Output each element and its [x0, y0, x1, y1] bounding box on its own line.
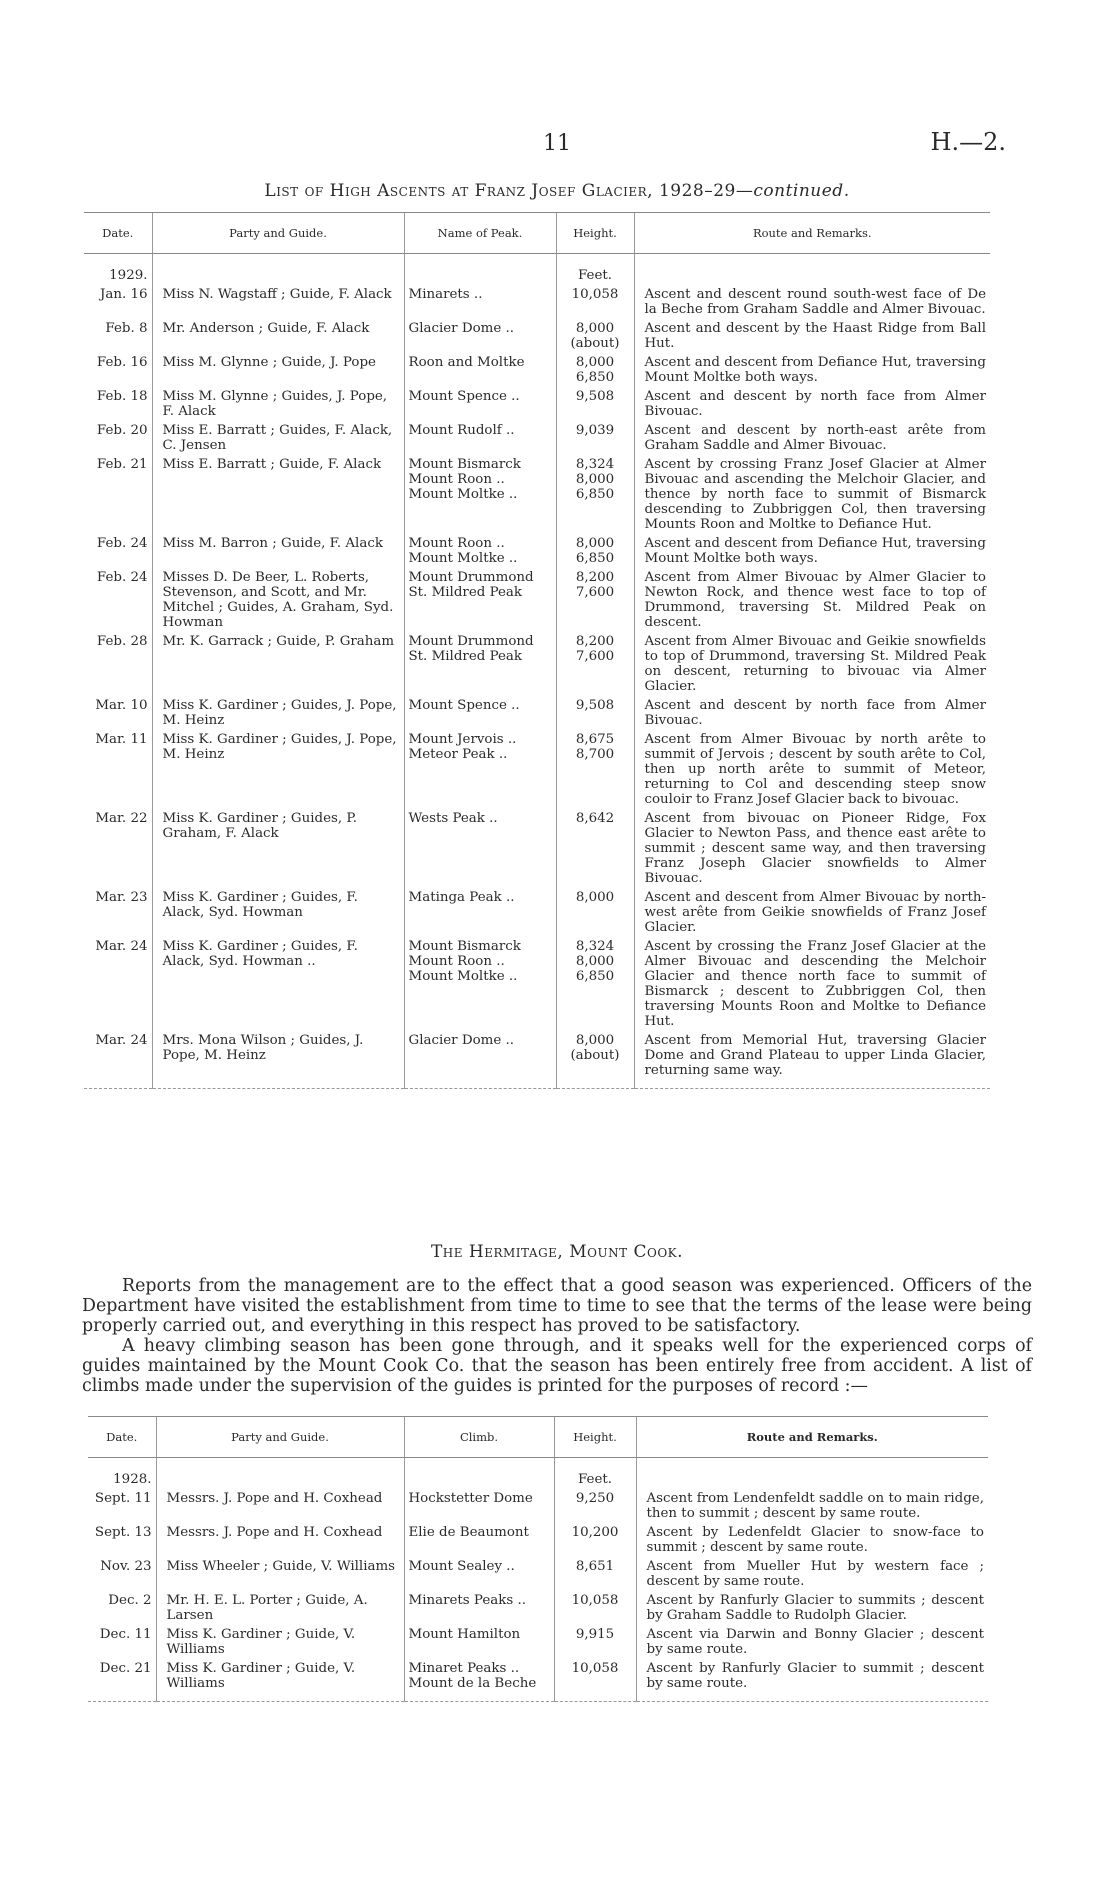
header-party: Party and Guide.	[152, 213, 404, 254]
ascents-table	[84, 212, 990, 1089]
climb-cell: Minarets Peaks ..	[404, 1593, 554, 1627]
route-cell: Ascent from Almer Bivouac and Geikie snowfields to top of Drummond, traversing St. Mildred Peak on descent, returning to bivouac via Almer Glacier.	[634, 634, 990, 698]
height-cell: 10,200	[554, 1525, 636, 1559]
party-cell: Mr. K. Garrack ; Guide, P. Graham	[152, 634, 404, 698]
climb-cell: Hockstetter Dome	[404, 1491, 554, 1525]
peak-cell: Roon and Moltke	[404, 355, 556, 389]
height-cell: 10,058	[556, 287, 634, 321]
height-cell: 8,324 8,000 6,850	[556, 939, 634, 1033]
route-cell: Ascent via Darwin and Bonny Glacier ; descent by same route.	[636, 1627, 988, 1661]
header-height: Height.	[556, 213, 634, 254]
route-cell: Ascent and descent round south-west face of De la Beche from Graham Saddle and Almer Bivouac.	[634, 287, 990, 321]
date-cell: Nov. 23	[100, 1559, 152, 1574]
date-cell: Feb. 21	[96, 457, 148, 472]
height-cell: 8,200 7,600	[556, 570, 634, 634]
table-row	[84, 389, 990, 423]
route-cell: Ascent and descent by north face from Almer Bivouac.	[634, 698, 990, 732]
table1-header-row	[84, 213, 990, 254]
table-row	[84, 287, 990, 321]
table-row	[84, 634, 990, 698]
party-cell: Mr. H. E. L. Porter ; Guide, A. Larsen	[156, 1593, 404, 1627]
table-row	[84, 732, 990, 811]
peak-cell: Mount Bismarck Mount Roon .. Mount Moltke ..	[404, 457, 556, 536]
route-cell: Ascent and descent from Defiance Hut, traversing Mount Moltke both ways.	[634, 536, 990, 570]
route-cell: Ascent from Memorial Hut, traversing Glacier Dome and Grand Plateau to upper Linda Glacier, returning same way.	[634, 1033, 990, 1089]
party-cell: Miss K. Gardiner ; Guide, V. Williams	[156, 1661, 404, 1702]
date-cell: Feb. 24	[96, 536, 148, 551]
year-row	[88, 1458, 988, 1492]
peak-cell: Mount Spence ..	[404, 698, 556, 732]
date-cell: Mar. 24	[84, 1033, 152, 1089]
table1-title-suffix: continued.	[753, 181, 850, 201]
party-cell: Miss K. Gardiner ; Guides, J. Pope, M. Heinz	[152, 732, 404, 811]
date-cell: Mar. 24	[95, 939, 148, 954]
table2-header-row	[88, 1417, 988, 1458]
table-row	[84, 890, 990, 939]
peak-cell: Minarets ..	[404, 287, 556, 321]
header-climb: Climb.	[404, 1417, 554, 1458]
header-route: Route and Remarks.	[636, 1417, 988, 1458]
height-cell: 8,675 8,700	[556, 732, 634, 811]
header-route: Route and Remarks.	[634, 213, 990, 254]
table1-title: List of High Ascents at Franz Josef Glacier, 1928–29—continued.	[264, 181, 850, 201]
date-cell: Feb. 18	[96, 389, 148, 404]
table-row	[84, 321, 990, 355]
height-cell: 8,000 6,850	[556, 536, 634, 570]
table-row	[84, 423, 990, 457]
party-cell: Miss K. Gardiner ; Guides, F. Alack, Syd. Howman ..	[152, 939, 404, 1033]
party-cell: Miss E. Barratt ; Guide, F. Alack	[152, 457, 404, 536]
peak-cell: Mount Rudolf ..	[404, 423, 556, 457]
peak-cell: Wests Peak ..	[404, 811, 556, 890]
party-cell: Miss K. Gardiner ; Guides, P. Graham, F. Alack	[152, 811, 404, 890]
party-cell: Miss M. Glynne ; Guides, J. Pope, F. Alack	[152, 389, 404, 423]
route-cell: Ascent by Ledenfeldt Glacier to snow-face to summit ; descent by same route.	[636, 1525, 988, 1559]
climb-cell: Elie de Beaumont	[404, 1525, 554, 1559]
route-cell: Ascent and descent from Almer Bivouac by north-west arête from Geikie snowfields of Franz Josef Glacier.	[634, 890, 990, 939]
climb-cell: Mount Sealey ..	[404, 1559, 554, 1593]
height-unit: Feet.	[556, 254, 634, 288]
height-cell: 8,642	[556, 811, 634, 890]
table-row	[84, 355, 990, 389]
height-cell: 9,508	[556, 698, 634, 732]
route-cell: Ascent by Ranfurly Glacier to summits ; descent by Graham Saddle to Rudolph Glacier.	[636, 1593, 988, 1627]
table1-title-text: List of High Ascents at Franz Josef Glacier, 1928–29	[264, 181, 736, 201]
paragraph: A heavy climbing season has been gone through, and it speaks well for the experienced corps of guides maintained by the Mount Cook Co. that the season has been entirely free from accident. A list of climbs made under the supervision of the guides is printed for the purposes of record :—	[82, 1336, 1032, 1396]
route-cell: Ascent and descent by north-east arête from Graham Saddle and Almer Bivouac.	[634, 423, 990, 457]
header-height: Height.	[554, 1417, 636, 1458]
height-cell: 8,324 8,000 6,850	[556, 457, 634, 536]
header-date: Date.	[88, 1417, 156, 1458]
height-cell: 9,250	[554, 1491, 636, 1525]
table-row	[88, 1627, 988, 1661]
height-cell: 9,508	[556, 389, 634, 423]
route-cell: Ascent from Lendenfeldt saddle on to main ridge, then to summit ; descent by same route.	[636, 1491, 988, 1525]
header-date: Date.	[84, 213, 152, 254]
party-cell: Messrs. J. Pope and H. Coxhead	[156, 1525, 404, 1559]
date-cell: Feb. 8	[105, 321, 148, 336]
peak-cell: Mount Spence ..	[404, 389, 556, 423]
date-cell: Jan. 16	[99, 287, 148, 302]
table-row	[88, 1593, 988, 1627]
climb-cell: Mount Hamilton	[404, 1627, 554, 1661]
height-cell: 10,058	[554, 1593, 636, 1627]
route-cell: Ascent and descent by north face from Almer Bivouac.	[634, 389, 990, 423]
peak-cell: Mount Roon .. Mount Moltke ..	[404, 536, 556, 570]
party-cell: Mrs. Mona Wilson ; Guides, J. Pope, M. Heinz	[152, 1033, 404, 1089]
peak-cell: Glacier Dome ..	[404, 321, 556, 355]
party-cell: Mr. Anderson ; Guide, F. Alack	[152, 321, 404, 355]
height-cell: 8,200 7,600	[556, 634, 634, 698]
route-cell: Ascent from Mueller Hut by western face ; descent by same route.	[636, 1559, 988, 1593]
table-row	[84, 698, 990, 732]
year-label: 1928.	[113, 1472, 152, 1487]
peak-cell: Mount Jervois .. Meteor Peak ..	[404, 732, 556, 811]
party-cell: Miss E. Barratt ; Guides, F. Alack, C. Jensen	[152, 423, 404, 457]
table-row	[84, 457, 990, 536]
date-cell: Feb. 16	[96, 355, 148, 370]
header-party: Party and Guide.	[156, 1417, 404, 1458]
section-title: The Hermitage, Mount Cook.	[430, 1242, 684, 1262]
table-row	[88, 1491, 988, 1525]
party-cell: Misses D. De Beer, L. Roberts, Stevenson, and Scott, and Mr. Mitchel ; Guides, A. Graham, Syd. Howman	[152, 570, 404, 634]
peak-cell: Mount Drummond St. Mildred Peak	[404, 570, 556, 634]
party-cell: Miss Wheeler ; Guide, V. Williams	[156, 1559, 404, 1593]
date-cell: Mar. 10	[95, 698, 148, 713]
party-cell: Miss K. Gardiner ; Guides, J. Pope, M. Heinz	[152, 698, 404, 732]
section-body	[82, 1276, 1032, 1396]
route-cell: Ascent and descent by the Haast Ridge from Ball Hut.	[634, 321, 990, 355]
table-row	[88, 1525, 988, 1559]
route-cell: Ascent by crossing Franz Josef Glacier at Almer Bivouac and ascending the Melchoir Glacier, and thence by north face to summit of Bismarck descending to Zubbriggen Col, then traversing Mounts Roon and Moltke to Defiance Hut.	[634, 457, 990, 536]
party-cell: Miss K. Gardiner ; Guides, F. Alack, Syd. Howman	[152, 890, 404, 939]
height-cell: 8,000	[556, 890, 634, 939]
table-row	[84, 811, 990, 890]
party-cell: Miss K. Gardiner ; Guide, V. Williams	[156, 1627, 404, 1661]
table-row	[84, 1033, 990, 1089]
table-row	[84, 570, 990, 634]
date-cell: Feb. 28	[96, 634, 148, 649]
climbs-table	[88, 1416, 988, 1702]
party-cell: Miss M. Glynne ; Guide, J. Pope	[152, 355, 404, 389]
document-reference: H.—2.	[930, 128, 1006, 156]
table-row	[84, 939, 990, 1033]
peak-cell: Mount Drummond St. Mildred Peak	[404, 634, 556, 698]
date-cell: Sept. 13	[94, 1525, 152, 1540]
date-cell: Mar. 22	[95, 811, 148, 826]
page-number: 11	[543, 131, 571, 156]
height-cell: 9,039	[556, 423, 634, 457]
height-cell: 8,000 (about)	[556, 1033, 634, 1089]
height-cell: 8,651	[554, 1559, 636, 1593]
height-cell: 10,058	[554, 1661, 636, 1702]
paragraph: Reports from the management are to the effect that a good season was experienced. Officers of the Department have visited the establishment from time to time to see that the terms of the lease were being properly carried out, and everything in this respect has proved to be satisfactory.	[82, 1276, 1032, 1336]
date-cell: Feb. 24	[96, 570, 148, 585]
peak-cell: Matinga Peak ..	[404, 890, 556, 939]
route-cell: Ascent from Almer Bivouac by Almer Glacier to Newton Rock, and thence west face to top of Drummond, traversing St. Mildred Peak on descent.	[634, 570, 990, 634]
peak-cell: Mount Bismarck Mount Roon .. Mount Moltke ..	[404, 939, 556, 1033]
height-unit: Feet.	[554, 1458, 636, 1492]
route-cell: Ascent and descent from Defiance Hut, traversing Mount Moltke both ways.	[634, 355, 990, 389]
party-cell: Miss N. Wagstaff ; Guide, F. Alack	[152, 287, 404, 321]
date-cell: Feb. 20	[96, 423, 148, 438]
route-cell: Ascent from bivouac on Pioneer Ridge, Fox Glacier to Newton Pass, and thence east arête to summit ; descent same way, and then traversing Franz Joseph Glacier snowfields to Almer Bivouac.	[634, 811, 990, 890]
date-cell: Mar. 23	[95, 890, 148, 905]
header-peak: Name of Peak.	[404, 213, 556, 254]
table-row	[84, 536, 990, 570]
date-cell: Dec. 2	[108, 1593, 152, 1608]
route-cell: Ascent by crossing the Franz Josef Glacier at the Almer Bivouac and descending the Melchoir Glacier and thence north face to summit of Bismarck ; descent to Zubbriggen Col, then traversing Mounts Roon and Moltke to Defiance Hut.	[634, 939, 990, 1033]
party-cell: Messrs. J. Pope and H. Coxhead	[156, 1491, 404, 1525]
year-row	[84, 254, 990, 288]
party-cell: Miss M. Barron ; Guide, F. Alack	[152, 536, 404, 570]
peak-cell: Glacier Dome ..	[404, 1033, 556, 1089]
height-cell: 9,915	[554, 1627, 636, 1661]
date-cell: Mar. 11	[95, 732, 148, 747]
table-row	[88, 1559, 988, 1593]
climb-cell: Minaret Peaks .. Mount de la Beche	[404, 1661, 554, 1702]
height-cell: 8,000 (about)	[556, 321, 634, 355]
height-cell: 8,000 6,850	[556, 355, 634, 389]
date-cell: Sept. 11	[94, 1491, 152, 1506]
date-cell: Dec. 21	[88, 1661, 156, 1702]
route-cell: Ascent from Almer Bivouac by north arête to summit of Jervois ; descent by south arête to Col, then up north arête to summit of Meteor, returning to Col and descending steep snow couloir to Franz Josef Glacier back to bivouac.	[634, 732, 990, 811]
route-cell: Ascent by Ranfurly Glacier to summit ; descent by same route.	[636, 1661, 988, 1702]
date-cell: Dec. 11	[99, 1627, 152, 1642]
year-label: 1929.	[109, 268, 148, 283]
table-row	[88, 1661, 988, 1702]
